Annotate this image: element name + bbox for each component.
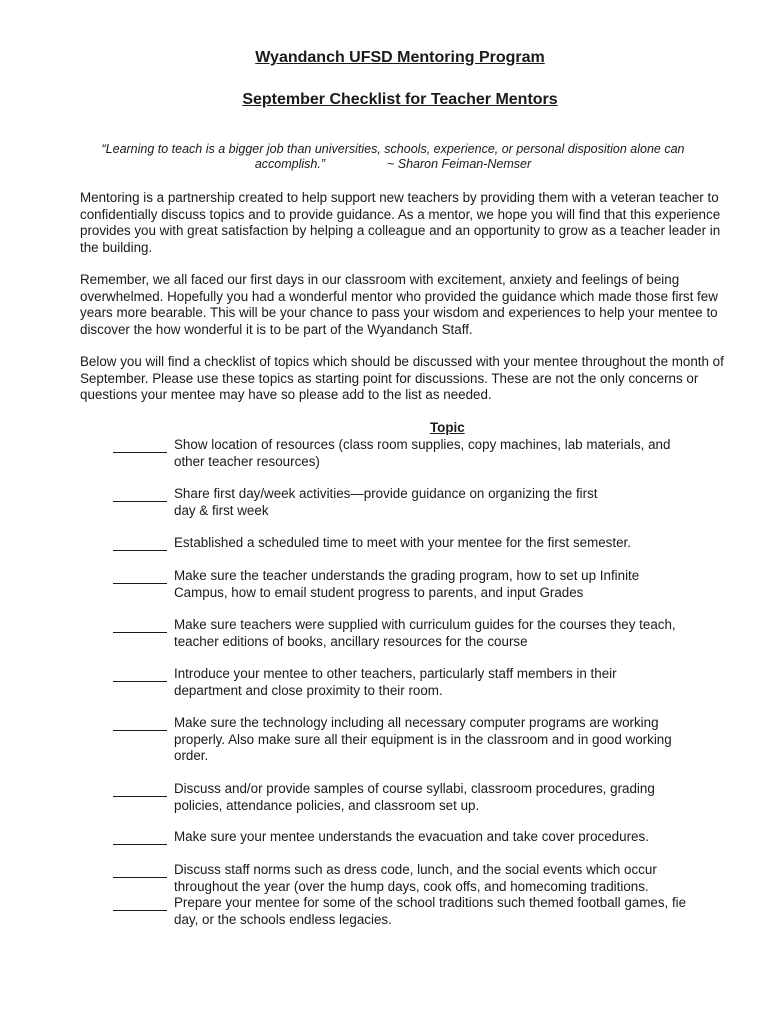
checklist-item-text: Make sure your mentee understands the evacuation and take cover procedures. (174, 829, 649, 844)
quote-text: “Learning to teach is a bigger job than universities, schools, experience, or personal disposition alone can accomplish.” (101, 142, 685, 171)
checkoff-blank[interactable] (113, 715, 167, 731)
checklist-item-text: Make sure the teacher understands the grading program, how to set up Infinite Campus, how to email student progress to parents, and input Grades (174, 568, 640, 600)
checklist-item-text: Discuss and/or provide samples of course syllabi, classroom procedures, grading policies, attendance policies, and classroom set up. (174, 781, 655, 813)
checklist-item-text: Show location of resources (class room supplies, copy machines, lab materials, and other teacher resources) (174, 437, 671, 469)
intro-paragraph-3: Below you will find a checklist of topics which should be discussed with your mentee throughout the month of September. Please use these topics as starting point for discussions. These are not the only concerns or questions your mentee may have so please add to the list as needed. (80, 354, 724, 402)
checklist-heading: Topic (430, 420, 465, 435)
checkoff-blank[interactable] (113, 437, 167, 453)
checkoff-blank[interactable] (113, 829, 167, 845)
checklist-item-text: Make sure the technology including all necessary computer programs are working properly. Also make sure all their equipment is in the classroom and in good working order. (174, 715, 672, 763)
checklist-item-text: Share first day/week activities—provide guidance on organizing the first day & first week (174, 486, 598, 518)
page-title: Wyandanch UFSD Mentoring Program (255, 49, 545, 66)
checkoff-blank[interactable] (113, 568, 167, 584)
checkoff-blank[interactable] (113, 486, 167, 502)
checkoff-blank[interactable] (113, 895, 167, 911)
checklist-item-text: Prepare your mentee for some of the school traditions such themed football games, fie day, or the schools endless legacies. (174, 895, 687, 927)
checklist-item-text: Established a scheduled time to meet with your mentee for the first semester. (174, 535, 631, 550)
checkoff-blank[interactable] (113, 862, 167, 878)
checklist-item-text: Discuss staff norms such as dress code, lunch, and the social events which occur throughout the year (over the hump days, cook offs, and homecoming traditions. (174, 862, 657, 894)
checklist-item-text: Make sure teachers were supplied with curriculum guides for the courses they teach, teacher editions of books, ancillary resources for the course (174, 617, 676, 649)
checkoff-blank[interactable] (113, 781, 167, 797)
quote-author: ~ Sharon Feiman-Nemser (387, 157, 532, 171)
intro-paragraph-2: Remember, we all faced our first days in our classroom with excitement, anxiety and feelings of being overwhelmed. Hopefully you had a wonderful mentor who provided the guidance which made those first few years more bearable. This will be your chance to pass your wisdom and experiences to help your mentee to discover the how wonderful it is to be part of the Wyandanch Staff. (80, 272, 718, 337)
checkoff-blank[interactable] (113, 535, 167, 551)
checkoff-blank[interactable] (113, 666, 167, 682)
page-subtitle: September Checklist for Teacher Mentors (242, 91, 558, 108)
checklist-item-text: Introduce your mentee to other teachers, particularly staff members in their department and close proximity to their room. (174, 666, 617, 698)
checkoff-blank[interactable] (113, 617, 167, 633)
intro-paragraph-1: Mentoring is a partnership created to help support new teachers by providing them with a veteran teacher to confidentially discuss topics and to provide guidance. As a mentor, we hope you will find that this experience provides you with great satisfaction by helping a colleague and an opportunity to grow as a teacher leader in the building. (80, 190, 721, 255)
opening-quote (88, 142, 698, 172)
